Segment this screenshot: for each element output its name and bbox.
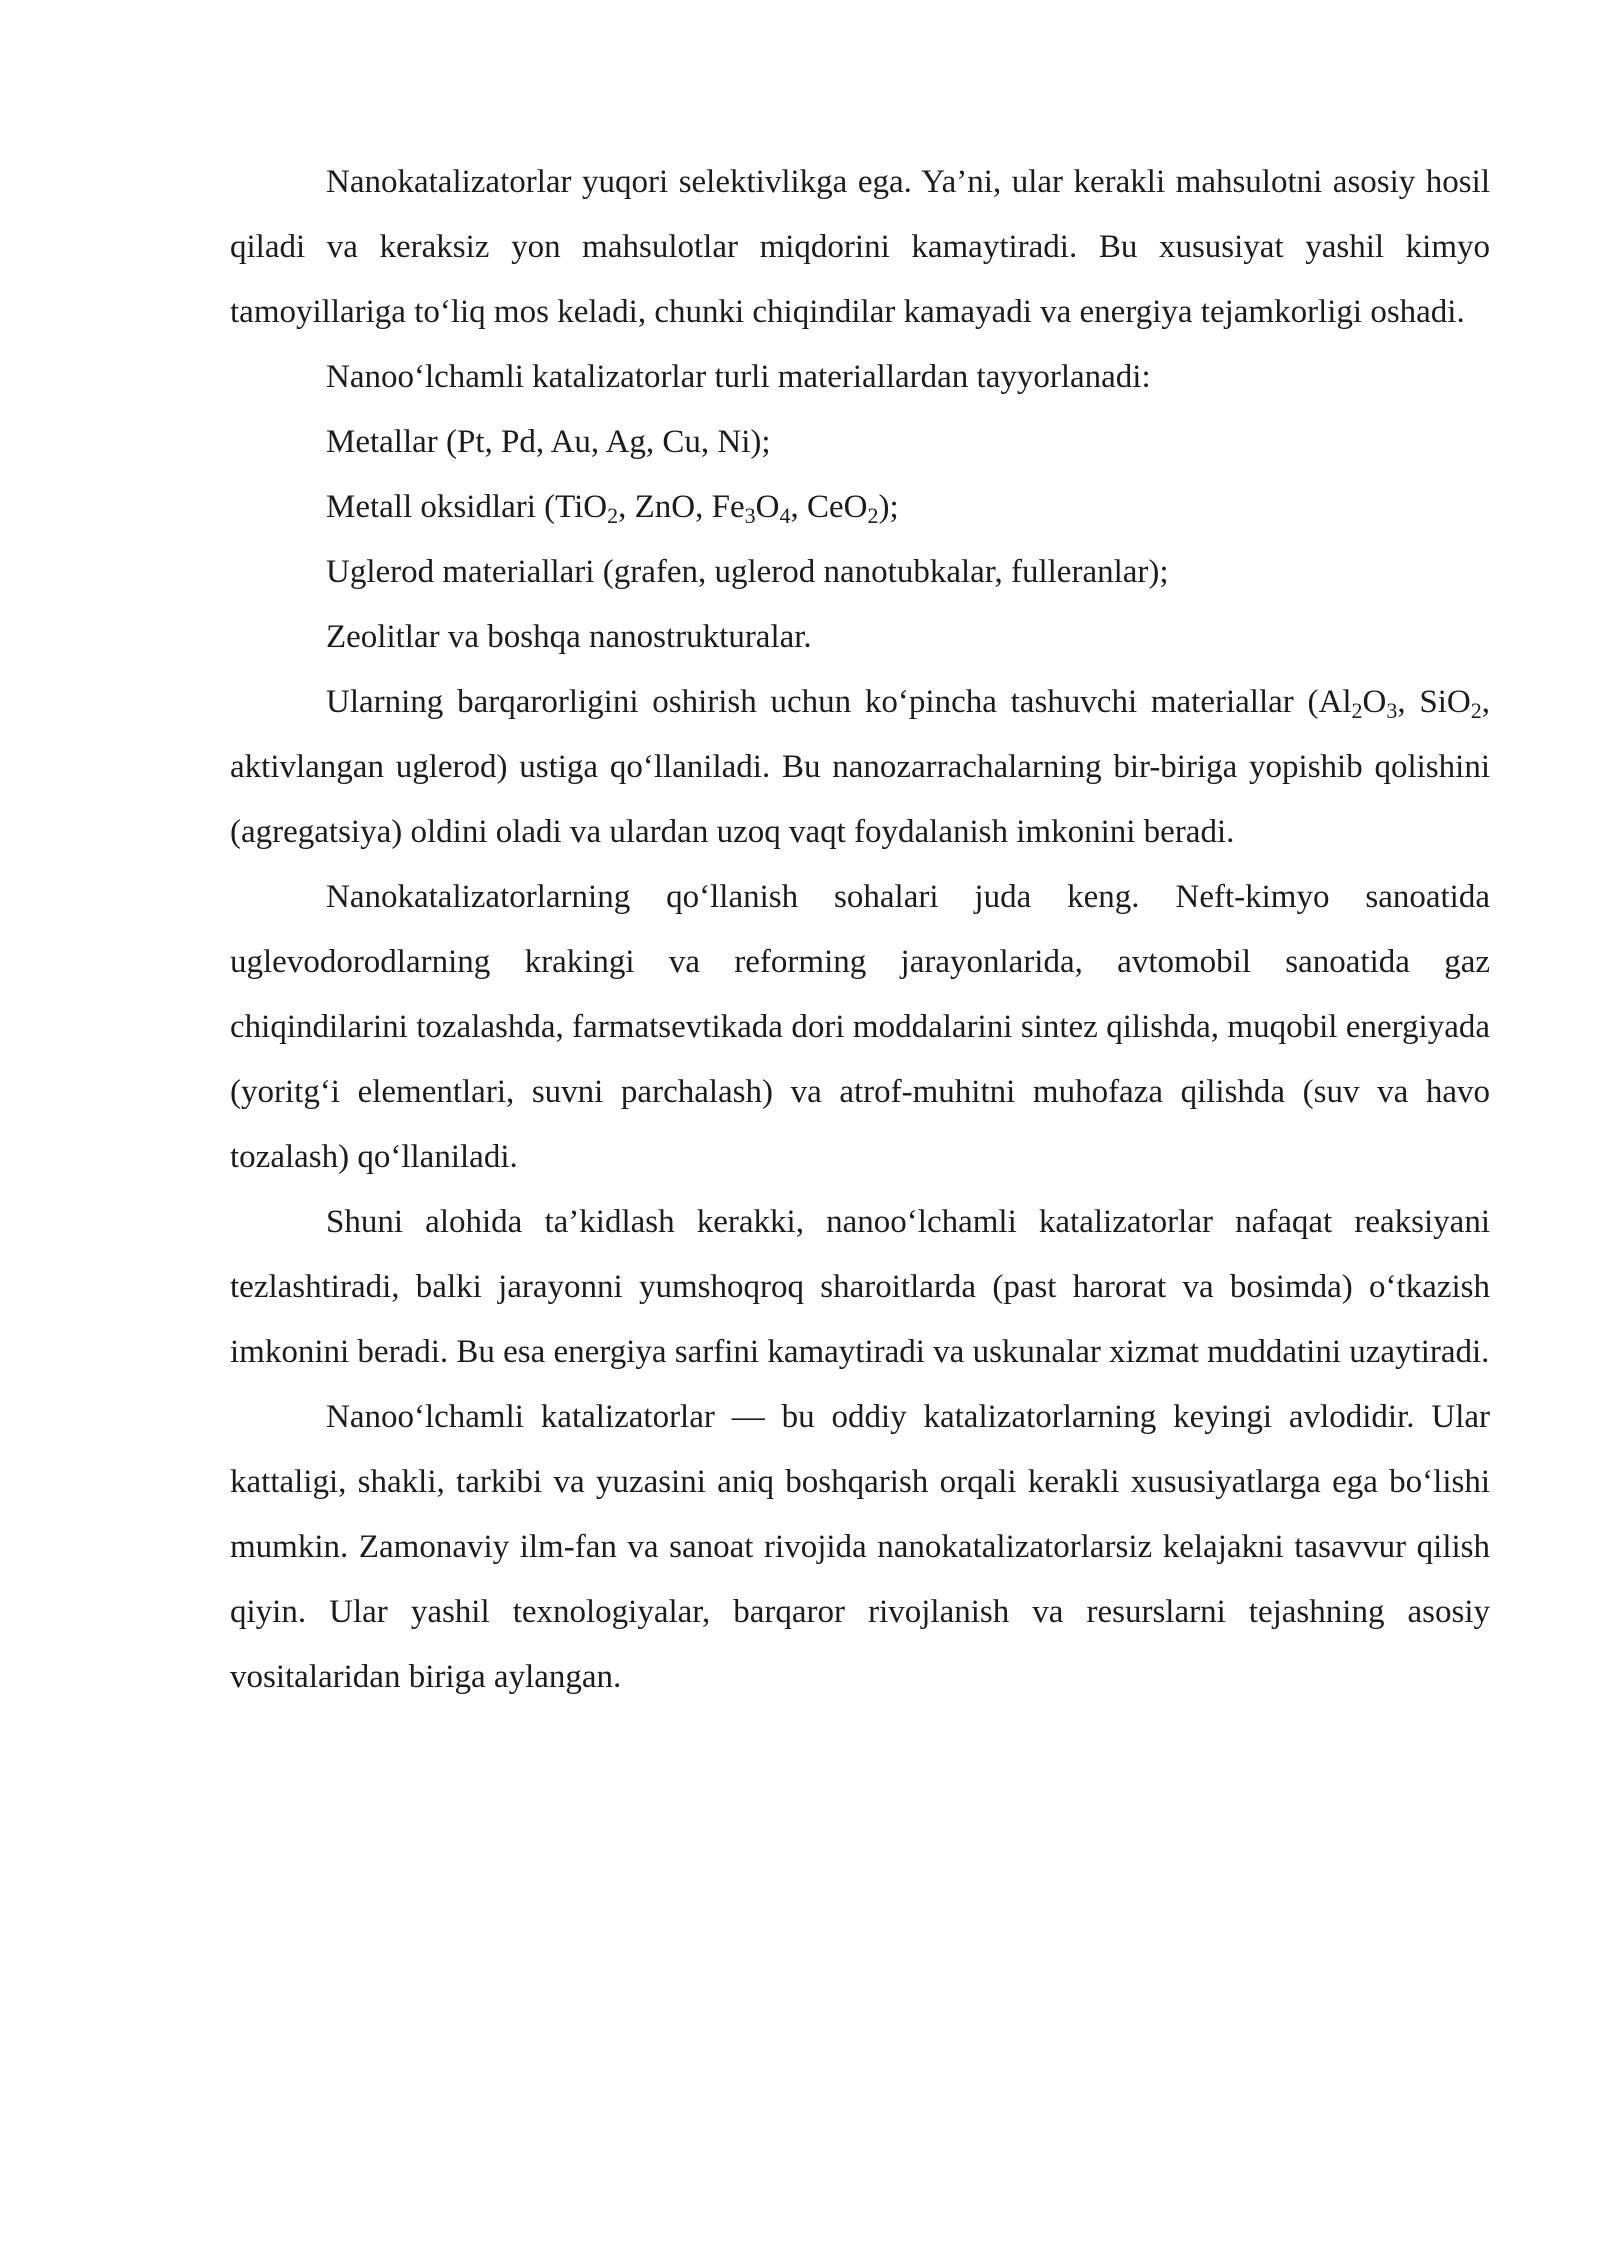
list-item-metals: Metallar (Pt, Pd, Au, Ag, Cu, Ni); [326, 424, 771, 460]
paragraph-applications: Nanokatalizatorlarning qo‘llanish sohalari juda keng. Neft-kimyo sanoatida uglevodorodlarning krakingi va reforming jarayonlarida, avtomobil sanoatida gaz chiqindilarini tozalashda, farmatsevtikada dori moddalarini sintez qilishda, muqobil energiyada (yoritg‘i elementlari, suvni parchalash) va atrof-muhitni muhofaza qilishda (suv va havo tozalash) qo‘llaniladi. [230, 879, 1490, 1175]
paragraph-selectivity: Nanokatalizatorlar yuqori selektivlikga ega. Ya’ni, ular kerakli mahsulotni asosiy hosil qiladi va keraksiz yon mahsulotlar miqdorini kamaytiradi. Bu xususiyat yashil kimyo tamoyillariga to‘liq mos keladi, chunki chiqindilar kamayadi va energiya tejamkorligi oshadi. [230, 164, 1490, 330]
paragraph-supports: Ularning barqarorligini oshirish uchun ko‘pincha tashuvchi materiallar ($Al_2O_3$, SiO$_2$, aktivlangan uglerod) ustiga qo‘llaniladi. Bu nanozarrachalarning bir-biriga yopishib qolishini (agregatsiya) oldini oladi va ulardan uzoq vaqt foydalanish imkonini beradi. [230, 684, 1490, 850]
list-item-zeolites: Zeolitlar va boshqa nanostrukturalar. [326, 619, 812, 655]
document-page [230, 150, 1490, 1710]
paragraph-materials-intro: Nanoo‘lchamli katalizatorlar turli materiallardan tayyorlanadi: [326, 359, 1151, 395]
list-item-carbon-materials: Uglerod materiallari (grafen, uglerod nanotubkalar, fulleranlar); [326, 554, 1169, 590]
list-item-metal-oxides: Metall oksidlari (TiO$_2$, ZnO, $Fe_3O_4$, CeO$_2$); [326, 489, 899, 528]
paragraph-mild-conditions: Shuni alohida ta’kidlash kerakki, nanoo‘lchamli katalizatorlar nafaqat reaksiyani tezlashtiradi, balki jarayonni yumshoqroq sharoitlarda (past harorat va bosimda) o‘tkazish imkonini beradi. Bu esa energiya sarfini kamaytiradi va uskunalar xizmat muddatini uzaytiradi. [230, 1204, 1490, 1370]
paragraph-conclusion: Nanoo‘lchamli katalizatorlar — bu oddiy katalizatorlarning keyingi avlodidir. Ular kattaligi, shakli, tarkibi va yuzasini aniq boshqarish orqali kerakli xususiyatlarga ega bo‘lishi mumkin. Zamonaviy ilm-fan va sanoat rivojida nanokatalizatorlarsiz kelajakni tasavvur qilish qiyin. Ular yashil texnologiyalar, barqaror rivojlanish va resurslarni tejashning asosiy vositalaridan biriga aylangan. [230, 1399, 1490, 1695]
